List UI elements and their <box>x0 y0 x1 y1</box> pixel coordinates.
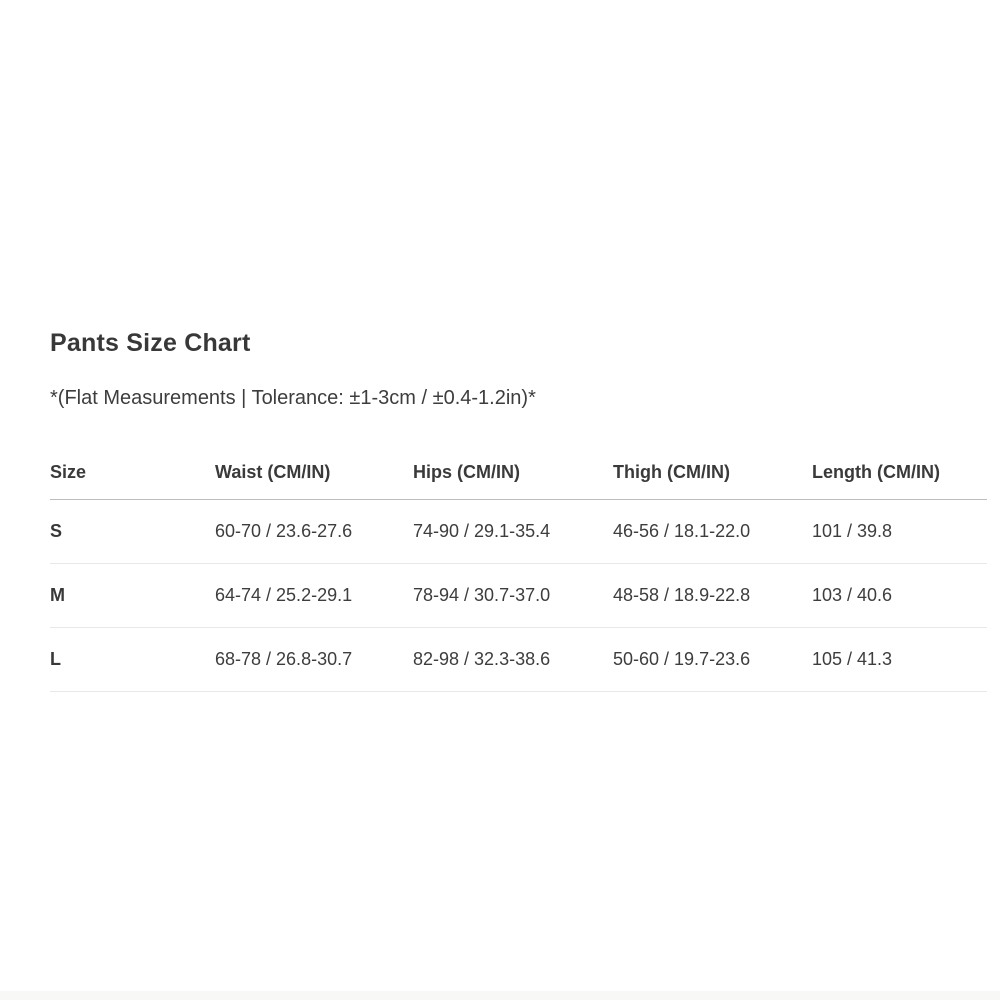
waist-cell: 64-74 / 25.2-29.1 <box>215 564 413 628</box>
length-cell: 103 / 40.6 <box>812 564 987 628</box>
column-header-thigh: Thigh (CM/IN) <box>613 445 812 500</box>
hips-cell: 82-98 / 32.3-38.6 <box>413 628 613 692</box>
column-header-size: Size <box>50 445 215 500</box>
thigh-cell: 48-58 / 18.9-22.8 <box>613 564 812 628</box>
table-row <box>50 628 987 692</box>
table-header-row <box>50 445 987 500</box>
table-row <box>50 564 987 628</box>
size-chart-title: Pants Size Chart <box>50 329 251 357</box>
hips-cell: 74-90 / 29.1-35.4 <box>413 500 613 564</box>
table-row <box>50 500 987 564</box>
size-cell: L <box>50 628 215 692</box>
hips-cell: 78-94 / 30.7-37.0 <box>413 564 613 628</box>
column-header-hips: Hips (CM/IN) <box>413 445 613 500</box>
size-cell: S <box>50 500 215 564</box>
size-chart-section <box>50 328 987 692</box>
thigh-cell: 46-56 / 18.1-22.0 <box>613 500 812 564</box>
page-bottom-edge <box>0 991 1000 1000</box>
column-header-length: Length (CM/IN) <box>812 445 987 500</box>
column-header-waist: Waist (CM/IN) <box>215 445 413 500</box>
waist-cell: 60-70 / 23.6-27.6 <box>215 500 413 564</box>
length-cell: 101 / 39.8 <box>812 500 987 564</box>
size-chart-table <box>50 445 987 692</box>
tolerance-note: *(Flat Measurements | Tolerance: ±1-3cm / ±0.4-1.2in)* <box>50 387 536 409</box>
length-cell: 105 / 41.3 <box>812 628 987 692</box>
thigh-cell: 50-60 / 19.7-23.6 <box>613 628 812 692</box>
size-cell: M <box>50 564 215 628</box>
waist-cell: 68-78 / 26.8-30.7 <box>215 628 413 692</box>
